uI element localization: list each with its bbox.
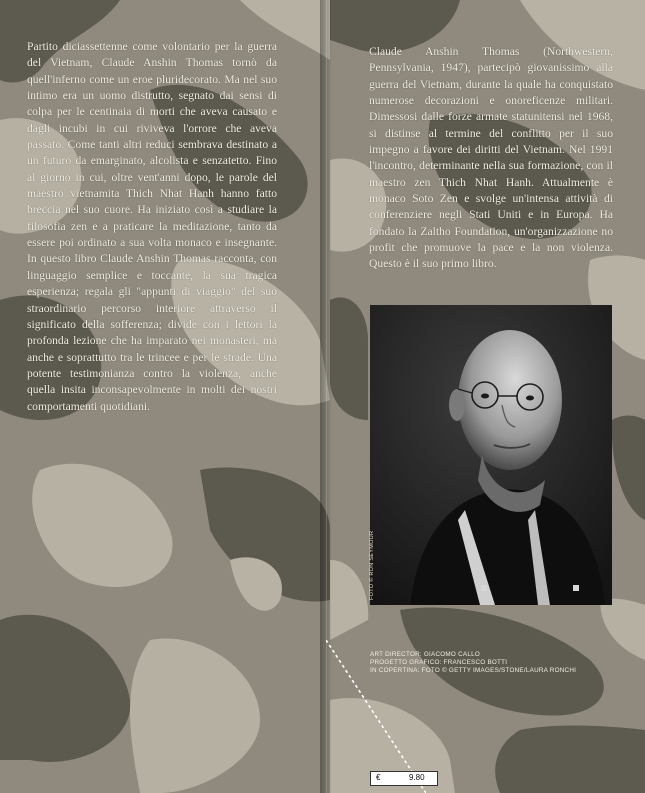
author-photo [370,305,612,605]
price-box [370,771,438,786]
photo-credit: FOTO © RON SEYMOUR [369,530,375,600]
author-bio: Claude Anshin Thomas (Northwestern, Pennsylvania, 1947), partecipò giovanissimo alla guerra del Vietnam, durante la quale ha conquistato numerose decorazioni e onoreficenze militari. Dimessosi dalle forze armate statunitensi nel 1968, si distinse al termine del conflitto per il suo impegno a favore dei diritti del Vietnam. Nel 1991 l'incontro, determinante nella sua formazione, con il maestro zen Thich Nhat Hanh. Attualmente è monaco Soto Zen e svolge un'intensa attività di conferenziere negli Stati Uniti e in Europa. Ha fondato la Zaltho Foundation, un'organizzazione no profit che promuove la pace e la non violenza. Questo è il suo primo libro. [369,45,613,271]
credit-cover-photo: IN COPERTINA: FOTO © GETTY IMAGES/STONE/LAURA RONCHI [370,667,577,675]
price-currency: € [376,773,381,782]
price-value: 9.80 [409,773,425,782]
credit-graphic-design: PROGETTO GRAFICO: FRANCESCO BOTTI [370,659,508,667]
synopsis-text: Partito diciassettenne come volontario per la guerra del Vietnam, Claude Anshin Thomas tornò da quell'inferno come un eroe pluridecorato. Ma nel suo intimo era un uomo distrutto, segnato dai sensi di colpa per le centinaia di morti che aveva causato e dagli incubi in cui riviveva l'orrore che aveva passato. Come tanti altri reduci sembrava destinato a un futuro da emarginato, alcolista e senzatetto. Fino al giorno in cui, oltre vent'anni dopo, le parole del maestro vietnamita Thich Nhat Hanh hanno fatto breccia nel suo cuore. Ha iniziato così a studiare la filosofia zen e a praticare la meditazione, tanto da essere poi ordinato a sua volta monaco e insegnante. In questo libro Claude Anshin Thomas racconta, con linguaggio semplice e toccante, la sua tragica esperienza; regala gli "appunti di viaggio" del suo straordinario percorso interiore attraverso il significato della sofferenza; divide con i lettori la profonda lezione che ha imparato nei monasteri, ma anche e soprattutto tra le trincee e per le strade. Una potente testimonianza contro la violenza, anche quella insita inconsapevolmente in molti dei nostri comportamenti quotidiani. [27,40,277,413]
credit-art-director: ART DIRECTOR: GIACOMO CALLO [370,651,480,658]
